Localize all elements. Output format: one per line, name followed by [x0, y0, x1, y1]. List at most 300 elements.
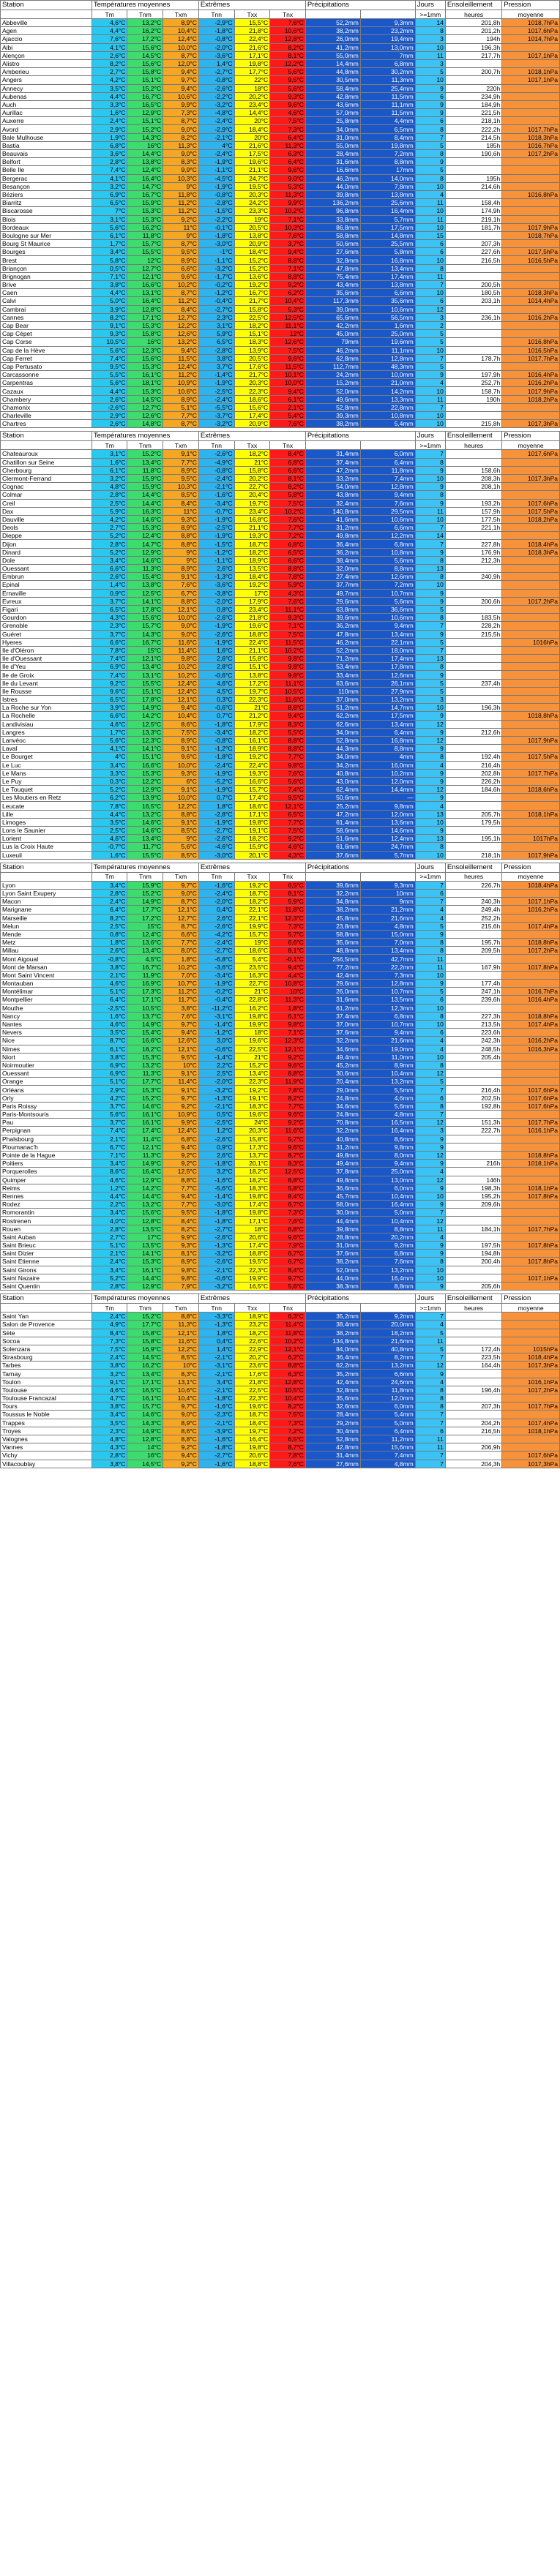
- tnn-value: -2,6°C: [198, 450, 234, 458]
- txx-value: 22,4°C: [234, 761, 270, 769]
- rain-days: 10: [415, 1192, 445, 1200]
- tnx-value: 12,3°C: [270, 914, 306, 922]
- tnn-value: -2,9°C: [198, 19, 234, 27]
- rain-days: 9: [415, 84, 445, 92]
- tnx-value: 5,6°C: [270, 1282, 306, 1290]
- rain-days: 13: [415, 835, 445, 843]
- table-row: [1, 458, 560, 466]
- rain-days: 9: [415, 1135, 445, 1143]
- pressure-mean: [502, 466, 560, 474]
- rain-days: 11: [415, 199, 445, 207]
- tnn-value: -1,2°C: [198, 745, 234, 753]
- table-row: [1, 712, 560, 720]
- precip-quantity: 39,8mm: [305, 1225, 360, 1233]
- rain-days: 6: [415, 1029, 445, 1037]
- txx-value: 19,7°C: [234, 1427, 270, 1435]
- tnx-value: 6,4°C: [270, 158, 306, 166]
- table-row: [1, 565, 560, 573]
- precip-max-day: 9,8mm: [360, 802, 415, 810]
- rain-days: 10: [415, 1266, 445, 1274]
- tnm-value: 14,4°C: [127, 1192, 163, 1200]
- tm-value: 2,1°C: [92, 1250, 127, 1258]
- tm-value: 0,8°C: [92, 930, 127, 938]
- table-row: [1, 622, 560, 630]
- sunshine-hours: [445, 1266, 501, 1274]
- txx-value: 22,1°C: [234, 906, 270, 914]
- table-row: [1, 466, 560, 474]
- tnm-value: 12,1°C: [127, 1143, 163, 1151]
- tnx-value: 7,7°C: [270, 753, 306, 761]
- sunshine-hours: [445, 802, 501, 810]
- tnn-value: -0,1°C: [198, 223, 234, 231]
- table-row: [1, 898, 560, 906]
- station-name: Brignogan: [1, 272, 92, 280]
- tnm-value: 11,8°C: [127, 231, 163, 239]
- tnm-value: 14,5°C: [127, 51, 163, 59]
- txm-value: 8,8°C: [163, 1313, 199, 1321]
- precip-quantity: 28,8mm: [305, 1233, 360, 1241]
- pressure-mean: 1018,1hPa: [502, 1160, 560, 1168]
- rain-days: 10: [415, 818, 445, 826]
- sunshine-hours: 193,2h: [445, 499, 501, 507]
- txx-value: 15,8°C: [234, 305, 270, 313]
- rain-days: 11: [415, 1443, 445, 1452]
- precip-max-day: 25,6mm: [360, 199, 415, 207]
- txm-value: 10°C: [163, 1362, 199, 1370]
- precip-max-day: 6,0mm: [360, 1402, 415, 1411]
- txm-value: 10,4°C: [163, 27, 199, 35]
- sunshine-hours: 222,2h: [445, 125, 501, 133]
- station-name: Chateauroux: [1, 450, 92, 458]
- tnn-value: -2,1°C: [198, 133, 234, 141]
- precip-max-day: 11,3mm: [360, 76, 415, 84]
- precip-max-day: 9,4mm: [360, 491, 415, 499]
- txm-value: 9,2°C: [163, 1160, 199, 1168]
- pressure-mean: 1017,2hPa: [502, 1386, 560, 1394]
- tnn-value: -2,1°C: [198, 1102, 234, 1110]
- precip-max-day: 8,8mm: [360, 1225, 415, 1233]
- tnm-value: 14,6°C: [127, 1102, 163, 1110]
- txm-value: 6,6°C: [163, 264, 199, 272]
- tnm-value: 17,2°C: [127, 914, 163, 922]
- precip-quantity: 47,2mm: [305, 466, 360, 474]
- tm-value: 1,4°C: [92, 581, 127, 589]
- tm-value: 9,2°C: [92, 679, 127, 687]
- sunshine-hours: 223,5h: [445, 1353, 501, 1362]
- tm-value: 2,6°C: [92, 420, 127, 428]
- txx-value: 16,1°C: [234, 736, 270, 744]
- tm-value: 3,8°C: [92, 1362, 127, 1370]
- tnx-value: 10,0°C: [270, 379, 306, 387]
- pressure-mean: 1017,6hPa: [502, 450, 560, 458]
- precip-max-day: 25,0mm: [360, 1168, 415, 1176]
- precip-quantity: 30,0mm: [305, 1209, 360, 1217]
- pressure-mean: [502, 403, 560, 411]
- precip-quantity: 117,3mm: [305, 297, 360, 305]
- precip-max-day: 13,2mm: [360, 696, 415, 704]
- tnx-value: 7,5°C: [270, 827, 306, 835]
- rain-days: 9: [415, 769, 445, 777]
- tnx-value: 12,5°C: [270, 1168, 306, 1176]
- txm-value: 7,7°C: [163, 939, 199, 947]
- sunshine-hours: [445, 671, 501, 679]
- txx-value: 18,2°C: [234, 1176, 270, 1184]
- sunshine-hours: 215,8h: [445, 420, 501, 428]
- tnx-value: 10,2°C: [270, 646, 306, 654]
- pressure-mean: 1017,3hPa: [502, 420, 560, 428]
- tm-value: 2,6°C: [92, 573, 127, 581]
- table-row: [1, 939, 560, 947]
- rain-days: 7: [415, 1419, 445, 1427]
- table-row: [1, 84, 560, 92]
- rain-days: 9: [415, 597, 445, 605]
- txx-value: 19,2°C: [234, 1086, 270, 1094]
- station-name: Gourdon: [1, 614, 92, 622]
- station-name: Toulouse: [1, 1386, 92, 1394]
- tm-value: 6,7°C: [92, 1143, 127, 1151]
- tnx-value: 11,1°C: [270, 679, 306, 687]
- txm-value: 9,6°C: [163, 272, 199, 280]
- txm-value: 10,3°C: [163, 483, 199, 491]
- station-name: Blois: [1, 215, 92, 223]
- txm-value: 7,9°C: [163, 1282, 199, 1290]
- pressure-mean: [502, 1233, 560, 1241]
- tnm-value: 16,4°C: [127, 297, 163, 305]
- txx-value: 19,8°C: [234, 818, 270, 826]
- table-row: [1, 1029, 560, 1037]
- tnm-value: 14,4°C: [127, 491, 163, 499]
- txm-value: 12,2°C: [163, 802, 199, 810]
- table-row: [1, 524, 560, 532]
- sunshine-hours: 247,1h: [445, 988, 501, 996]
- tnm-value: 16,2°C: [127, 223, 163, 231]
- txx-value: 18,2°C: [234, 835, 270, 843]
- rain-days: 7: [415, 540, 445, 548]
- tnn-value: -4,2°C: [198, 930, 234, 938]
- precip-quantity: 24,8mm: [305, 1094, 360, 1102]
- table-row: [1, 387, 560, 395]
- tnn-value: -3,2°C: [198, 264, 234, 272]
- rain-days: 5: [415, 922, 445, 930]
- rain-days: 15: [415, 231, 445, 239]
- txm-value: 10,6°C: [163, 1386, 199, 1394]
- precip-max-day: 6,8mm: [360, 1012, 415, 1020]
- precip-max-day: 8,8mm: [360, 565, 415, 573]
- txm-value: 12,2°C: [163, 321, 199, 329]
- sunshine-hours: [445, 1233, 501, 1241]
- rain-days: 8: [415, 27, 445, 35]
- tnn-value: -2,0°C: [198, 898, 234, 906]
- precip-quantity: 50,6mm: [305, 794, 360, 802]
- tnn-value: -1,4°C: [198, 1053, 234, 1061]
- tnx-value: 8,8°C: [270, 704, 306, 712]
- rain-days: 10: [415, 420, 445, 428]
- table-row: [1, 474, 560, 482]
- tnx-value: 11,3°C: [270, 996, 306, 1004]
- pressure-mean: 1016,3hPa: [502, 1045, 560, 1053]
- table-row: [1, 1419, 560, 1427]
- pressure-mean: 1017,7hPa: [502, 769, 560, 777]
- tm-value: 2,8°C: [92, 1452, 127, 1460]
- txx-value: 17,4°C: [234, 794, 270, 802]
- pressure-mean: [502, 1004, 560, 1012]
- tnn-value: -1,8°C: [198, 1209, 234, 1217]
- txm-value: 8,7°C: [163, 51, 199, 59]
- station-name: Ernaville: [1, 589, 92, 597]
- txm-value: 11,6°C: [163, 638, 199, 646]
- sunshine-hours: 220h: [445, 84, 501, 92]
- station-name: Caen: [1, 289, 92, 297]
- sunshine-hours: 209,5h: [445, 947, 501, 955]
- txx-value: 15,8°C: [234, 1135, 270, 1143]
- sunshine-hours: 194h: [445, 35, 501, 43]
- txx-value: 20,2°C: [234, 1353, 270, 1362]
- station-name: Strasbourg: [1, 1353, 92, 1362]
- txm-value: 7,3°C: [163, 109, 199, 117]
- tnx-value: 12,2°C: [270, 59, 306, 67]
- precip-max-day: 15,6mm: [360, 1443, 415, 1452]
- tm-value: 2,7°C: [92, 524, 127, 532]
- station-name: Evreux: [1, 597, 92, 605]
- pressure-mean: 1017,4hPa: [502, 1020, 560, 1028]
- txx-value: 18°C: [234, 84, 270, 92]
- tnm-value: 12,9°C: [127, 1282, 163, 1290]
- txx-value: 20,4°C: [234, 491, 270, 499]
- txm-value: 5,1°C: [163, 403, 199, 411]
- pressure-mean: [502, 483, 560, 491]
- rain-days: 7: [415, 1111, 445, 1119]
- station-name: Dole: [1, 556, 92, 564]
- txx-value: 19,2°C: [234, 753, 270, 761]
- pressure-mean: 1017,8hPa: [502, 1258, 560, 1266]
- station-name: Laval: [1, 745, 92, 753]
- rain-days: 12: [415, 1217, 445, 1225]
- rain-days: 9: [415, 630, 445, 638]
- table-row: [1, 248, 560, 256]
- tm-value: 2,1°C: [92, 971, 127, 979]
- txx-value: 21°C: [234, 988, 270, 996]
- txx-value: 23,4°C: [234, 100, 270, 108]
- pressure-mean: 1017,1hPa: [502, 76, 560, 84]
- tnn-value: -1,3°C: [198, 1321, 234, 1329]
- txx-value: 15,1°C: [234, 330, 270, 338]
- txx-value: 18,7°C: [234, 1411, 270, 1419]
- station-name: Ile d'Ouessant: [1, 655, 92, 663]
- rain-days: 11: [415, 955, 445, 963]
- precip-max-day: 7,4mm: [360, 1452, 415, 1460]
- precip-quantity: 42,4mm: [305, 1378, 360, 1386]
- subheader-tnx-value: Tnx: [270, 872, 306, 881]
- tm-value: 4,8°C: [92, 483, 127, 491]
- tnn-value: 2,6°C: [198, 565, 234, 573]
- txm-value: 8,4°C: [163, 1217, 199, 1225]
- tm-value: 5,1°C: [92, 988, 127, 996]
- tnm-value: 15,3°C: [127, 387, 163, 395]
- sunshine-hours: 158,4h: [445, 199, 501, 207]
- subheader-sunshine-hours: heures: [445, 1304, 501, 1313]
- txx-value: 19,8°C: [234, 1012, 270, 1020]
- tnm-value: 14,5°C: [127, 1460, 163, 1468]
- table-row: [1, 786, 560, 794]
- table-row: [1, 1313, 560, 1321]
- tnm-value: 13,6°C: [127, 939, 163, 947]
- sunshine-hours: [445, 646, 501, 654]
- pressure-mean: [502, 843, 560, 851]
- rain-days: 7: [415, 622, 445, 630]
- txm-value: 8,5°C: [163, 491, 199, 499]
- txx-value: 18,4°C: [234, 248, 270, 256]
- pressure-mean: 1017,6hPa: [502, 499, 560, 507]
- txx-value: 21,6°C: [234, 43, 270, 51]
- txm-value: 8,9°C: [163, 736, 199, 744]
- pressure-mean: [502, 720, 560, 728]
- station-name: Nantes: [1, 1020, 92, 1028]
- tnx-value: 7,6°C: [270, 420, 306, 428]
- pressure-mean: 1017,2hPa: [502, 947, 560, 955]
- sunshine-hours: [445, 1217, 501, 1225]
- txm-value: 10,6°C: [163, 387, 199, 395]
- tnm-value: 14,9°C: [127, 1427, 163, 1435]
- txx-value: 17,3°C: [234, 1143, 270, 1151]
- tnm-value: 14°C: [127, 1443, 163, 1452]
- tnm-value: 16,6°C: [127, 1037, 163, 1045]
- rain-days: 4: [415, 906, 445, 914]
- tnn-value: 1,4°C: [198, 1345, 234, 1353]
- tnm-value: 16,7°C: [127, 92, 163, 100]
- tnx-value: 8,7°C: [270, 1443, 306, 1452]
- table-row: [1, 687, 560, 695]
- txm-value: 9,9°C: [163, 1233, 199, 1241]
- tnx-value: 11,5°C: [270, 638, 306, 646]
- txm-value: 9,1°C: [163, 1070, 199, 1078]
- tnx-value: 5,7°C: [270, 1135, 306, 1143]
- tnn-value: -0,8°C: [198, 76, 234, 84]
- station-name: Aubenas: [1, 92, 92, 100]
- tnm-value: 13,2°C: [127, 1201, 163, 1209]
- pressure-mean: [502, 745, 560, 753]
- table-row: [1, 532, 560, 540]
- txx-value: 19°C: [234, 215, 270, 223]
- tnm-value: 12,4°C: [127, 532, 163, 540]
- sunshine-hours: [445, 458, 501, 466]
- sunshine-hours: 190h: [445, 395, 501, 403]
- tnn-value: -1,4°C: [198, 371, 234, 379]
- precip-quantity: 26,0mm: [305, 988, 360, 996]
- tnn-value: -3,8°C: [198, 589, 234, 597]
- precip-quantity: 53,4mm: [305, 663, 360, 671]
- rain-days: 6: [415, 248, 445, 256]
- sunshine-hours: 205,4h: [445, 1053, 501, 1061]
- tnn-value: -3,7°C: [198, 412, 234, 420]
- rain-days: 4: [415, 761, 445, 769]
- station-name: Grenoble: [1, 622, 92, 630]
- txx-value: 22,8°C: [234, 996, 270, 1004]
- tnm-value: 15,7°C: [127, 622, 163, 630]
- table-row: [1, 851, 560, 859]
- tnm-value: 14,8°C: [127, 420, 163, 428]
- txx-value: 15,1°C: [234, 663, 270, 671]
- tnx-value: 12,1°C: [270, 802, 306, 810]
- rain-days: 8: [415, 614, 445, 622]
- tnn-value: -0,4°C: [198, 297, 234, 305]
- txm-value: 7,7°C: [163, 1201, 199, 1209]
- precip-quantity: 26,0mm: [305, 35, 360, 43]
- tnx-value: 9,2°C: [270, 1119, 306, 1127]
- station-name: Cap de la Hève: [1, 346, 92, 354]
- tm-value: 3,4°C: [92, 1411, 127, 1419]
- tm-value: 5,1°C: [92, 1078, 127, 1086]
- tm-value: 2,7°C: [92, 68, 127, 76]
- tnx-value: 9,5°C: [270, 76, 306, 84]
- precip-quantity: 35,2mm: [305, 1370, 360, 1378]
- pressure-mean: 1017,3hPa: [502, 474, 560, 482]
- table-row: [1, 507, 560, 515]
- tnm-value: 15°C: [127, 646, 163, 654]
- subheader-sunshine-hours: heures: [445, 872, 501, 881]
- pressure-mean: 1018,6hPa: [502, 786, 560, 794]
- pressure-mean: [502, 240, 560, 248]
- sunshine-hours: [445, 1111, 501, 1119]
- table-row: [1, 906, 560, 914]
- pressure-mean: 1016,2hPa: [502, 1037, 560, 1045]
- tm-value: 3,2°C: [92, 1370, 127, 1378]
- sunshine-hours: 252,7h: [445, 379, 501, 387]
- precip-quantity: 37,7mm: [305, 581, 360, 589]
- txx-value: 24,2°C: [234, 199, 270, 207]
- precip-max-day: 14,6mm: [360, 827, 415, 835]
- station-name: Landivisiau: [1, 720, 92, 728]
- txx-value: 18°C: [234, 1225, 270, 1233]
- tnx-value: 6,6°C: [270, 939, 306, 947]
- sunshine-hours: 249,4h: [445, 906, 501, 914]
- pressure-mean: 1017,4hPa: [502, 1419, 560, 1427]
- precip-quantity: 38,3mm: [305, 1282, 360, 1290]
- sunshine-hours: 218,1h: [445, 851, 501, 859]
- tnx-value: 12,8°C: [270, 35, 306, 43]
- precip-quantity: 31,6mm: [305, 158, 360, 166]
- rain-days: 12: [415, 786, 445, 794]
- txm-value: 12,1°C: [163, 1329, 199, 1337]
- rain-days: 11: [415, 507, 445, 515]
- precip-quantity: 38,2mm: [305, 1329, 360, 1337]
- txm-value: 11,2°C: [163, 297, 199, 305]
- pressure-mean: [502, 207, 560, 215]
- station-name: Ile de Groix: [1, 671, 92, 679]
- txm-value: 9,3°C: [163, 1242, 199, 1250]
- precip-quantity: 62,8mm: [305, 354, 360, 362]
- station-name: Tarbes: [1, 1362, 92, 1370]
- subheader-tm-value: Tm: [92, 441, 127, 450]
- pressure-mean: 1017,5hPa: [502, 753, 560, 761]
- table-row: [1, 1225, 560, 1233]
- precip-max-day: 5,0mm: [360, 1209, 415, 1217]
- station-name: Limoges: [1, 818, 92, 826]
- tnn-value: -0,7°C: [198, 507, 234, 515]
- txx-value: 15,7°C: [234, 786, 270, 794]
- tm-value: 2,4°C: [92, 1353, 127, 1362]
- txx-value: 21,6°C: [234, 141, 270, 149]
- tnm-value: 15,1°C: [127, 753, 163, 761]
- sunshine-hours: 221,5h: [445, 109, 501, 117]
- tnx-value: 7,3°C: [270, 1419, 306, 1427]
- tnx-value: 8,2°C: [270, 1402, 306, 1411]
- precip-quantity: 27,6mm: [305, 248, 360, 256]
- tnx-value: 7,3°C: [270, 922, 306, 930]
- tm-value: 6,4°C: [92, 996, 127, 1004]
- precip-quantity: 20,4mm: [305, 1078, 360, 1086]
- tnm-value: 15,6°C: [127, 614, 163, 622]
- station-name: Ile du Levant: [1, 679, 92, 687]
